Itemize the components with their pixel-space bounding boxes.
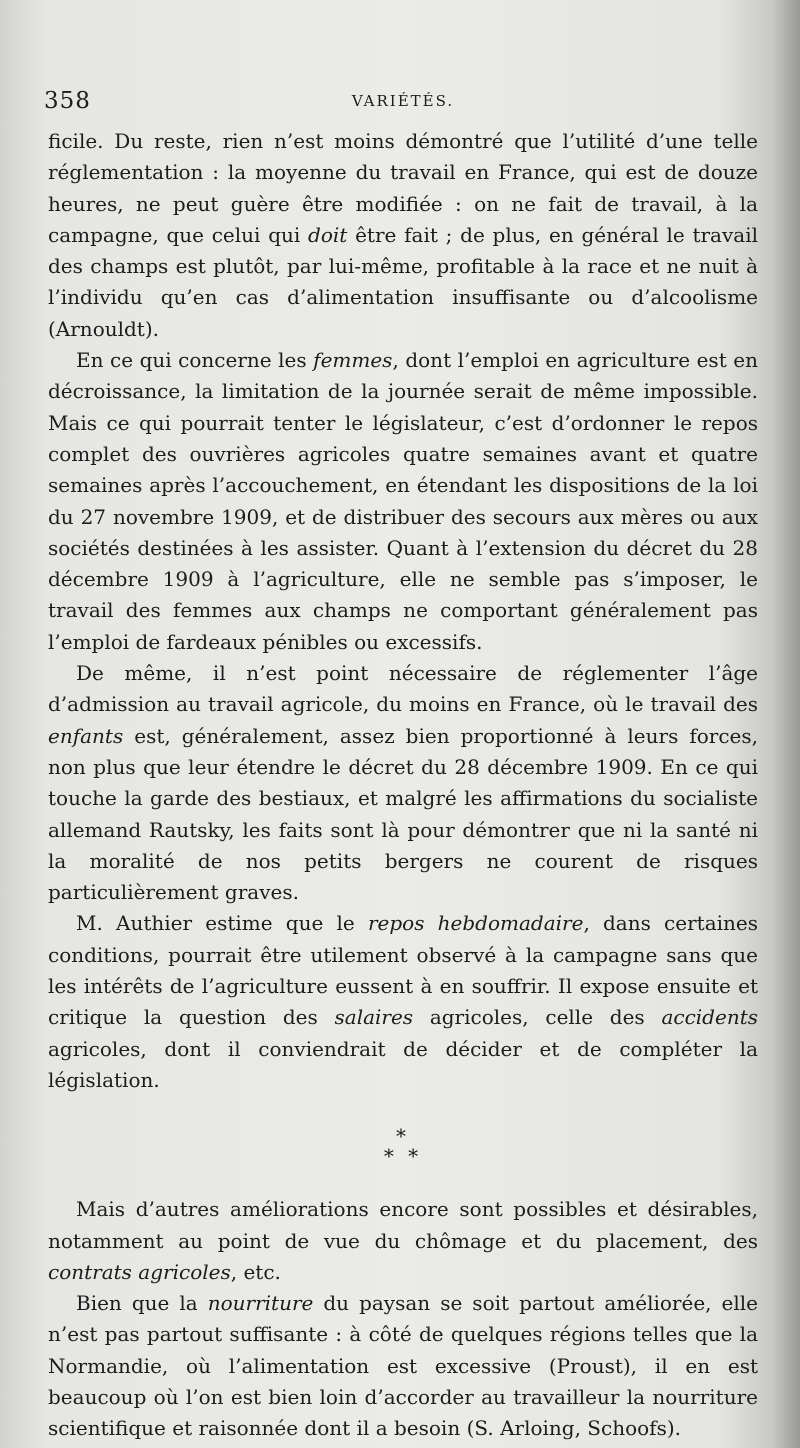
italic-run: accidents <box>661 1005 758 1030</box>
text-run: En ce qui concerne les <box>76 348 314 373</box>
section-separator <box>48 1124 758 1169</box>
body-text <box>48 126 758 1445</box>
italic-run: femmes <box>313 348 393 373</box>
text-run: , etc. <box>230 1259 281 1284</box>
paragraph <box>48 345 758 658</box>
page-header <box>44 88 758 122</box>
paragraph <box>48 1288 758 1444</box>
text-run: Mais d’autres améliorations encore sont possibles et désirables, notamment au point de vue du chômage et du placement, des <box>48 1197 758 1253</box>
separator-star-top: * <box>396 1124 410 1149</box>
italic-run: doit <box>308 222 348 247</box>
italic-run: salaires <box>334 1005 414 1030</box>
text-run: M. Authier estime que le <box>76 911 368 936</box>
separator-stars-bottom: * * <box>383 1144 423 1169</box>
text-run: est, généralement, assez bien proportionné à leurs forces, non plus que leur étendre le décret du 28 décembre 1909. En ce qui touche la garde des bestiaux, et malgré les affirmations du socialiste allemand Rautsky, les faits sont là pour démontrer que ni la santé ni la moralité de nos petits bergers ne courent de risques particulièrement graves. <box>48 723 758 905</box>
paragraph <box>48 658 758 908</box>
italic-run: nourriture <box>207 1291 314 1316</box>
paragraph <box>48 1194 758 1288</box>
paragraph <box>48 908 758 1096</box>
page-number: 358 <box>44 88 91 114</box>
text-run: du paysan se soit partout améliorée, elle n’est pas partout suffisante : à côté de quelques régions telles que la Normandie, où l’alimentation est excessive (Proust), il en est beaucoup où l’on est bien loin d’accorder au travailleur la nourriture scientifique et raisonnée dont il a besoin (S. Arloing, Schoofs). <box>48 1291 758 1441</box>
page-edge-shadow <box>772 0 800 1448</box>
text-run: , dont l’emploi en agriculture est en décroissance, la limitation de la journée serait de même impossible. Mais ce qui pourrait tenter le législateur, c’est d’ordonner le repos complet des ouvrières agricoles quatre semaines avant et quatre semaines après l’accouchement, en étendant les dispositions de la loi du 27 novembre 1909, et de distribuer des secours aux mères ou aux sociétés destinées à les assister. Quant à l’extension du décret du 28 décembre 1909 à l’agriculture, elle ne semble pas s’imposer, le travail des femmes aux champs ne comportant généralement pas l’emploi de fardeaux pénibles ou excessifs. <box>48 348 758 654</box>
paragraph <box>48 126 758 345</box>
italic-run: contrats agricoles <box>48 1259 231 1284</box>
text-run: agricoles, dont il conviendrait de décider et de compléter la législation. <box>48 1036 758 1092</box>
text-run: être fait ; de plus, en général le travail des champs est plutôt, par lui-même, profitable à la race et ne nuit à l’individu qu’en cas d’alimentation insuffisante ou d’alcoolisme (Arnouldt). <box>48 222 758 341</box>
text-run: , dans certaines conditions, pourrait être utilement observé à la campagne sans que les intérêts de l’agriculture eussent à en souffrir. Il expose ensuite et critique la question des <box>48 911 758 1030</box>
italic-run: enfants <box>48 723 124 748</box>
text-run: Bien que la <box>76 1291 208 1316</box>
text-run: De même, il n’est point nécessaire de réglementer l’âge d’admission au travail agricole, du moins en France, où le travail des <box>48 661 758 717</box>
text-run: ficile. Du reste, rien n’est moins démontré que l’utilité d’une telle réglementation : la moyenne du travail en France, qui est de douze heures, ne peut guère être modifiée : on ne fait de travail, à la campagne, que celui qui <box>48 129 758 247</box>
italic-run: repos hebdomadaire <box>367 911 584 936</box>
text-run: agricoles, celle des <box>413 1005 662 1030</box>
running-title: VARIÉTÉS. <box>351 92 455 110</box>
